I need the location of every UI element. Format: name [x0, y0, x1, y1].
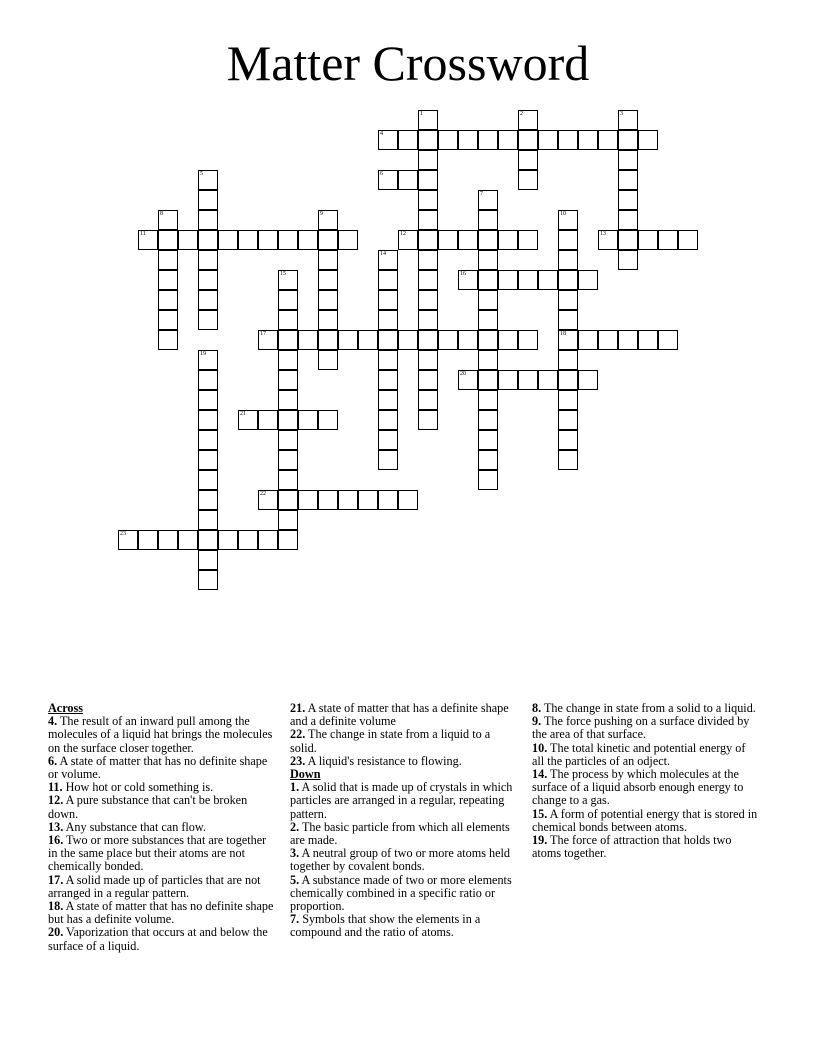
crossword-cell[interactable] — [358, 330, 378, 350]
clue-number: 1. — [290, 780, 300, 795]
crossword-cell[interactable] — [378, 490, 398, 510]
crossword-cell[interactable] — [398, 170, 418, 190]
clue-column-2 — [290, 702, 518, 940]
crossword-cell[interactable] — [418, 350, 438, 370]
clue-number: 17. — [48, 872, 64, 887]
crossword-cell[interactable] — [618, 190, 638, 210]
clue-number: 5. — [290, 872, 300, 887]
crossword-cell[interactable] — [418, 210, 438, 230]
crossword-cell[interactable] — [138, 530, 158, 550]
crossword-cell[interactable] — [618, 170, 638, 190]
clue-number: 11. — [48, 780, 63, 795]
crossword-cell[interactable] — [298, 410, 318, 430]
crossword-cell[interactable] — [118, 530, 138, 550]
crossword-cell[interactable] — [198, 250, 218, 270]
clue-text: A solid made up of particles that are not arranged in a regular pattern. — [48, 872, 261, 900]
crossword-cell[interactable] — [378, 250, 398, 270]
crossword-cell[interactable] — [558, 450, 578, 470]
crossword-cell[interactable] — [238, 410, 258, 430]
clue-item — [532, 715, 760, 741]
crossword-cell[interactable] — [378, 350, 398, 370]
crossword-cell[interactable] — [498, 330, 518, 350]
clue-item — [532, 742, 760, 768]
cell-number: 2 — [520, 111, 523, 117]
crossword-cell[interactable] — [278, 230, 298, 250]
crossword-cell[interactable] — [158, 290, 178, 310]
cell-number: 13 — [600, 231, 606, 237]
crossword-cell[interactable] — [558, 390, 578, 410]
cell-number: 8 — [160, 211, 163, 217]
crossword-cell[interactable] — [558, 230, 578, 250]
crossword-cell[interactable] — [378, 310, 398, 330]
crossword-cell[interactable] — [398, 130, 418, 150]
crossword-cell[interactable] — [198, 370, 218, 390]
crossword-cell[interactable] — [618, 330, 638, 350]
crossword-cell[interactable] — [378, 410, 398, 430]
crossword-cell[interactable] — [518, 150, 538, 170]
crossword-cell[interactable] — [438, 130, 458, 150]
crossword-cell[interactable] — [658, 230, 678, 250]
cell-number: 22 — [260, 491, 266, 497]
crossword-cell[interactable] — [178, 530, 198, 550]
clue-column-1 — [48, 702, 276, 953]
clue-text: The change in state from a liquid to a solid. — [290, 727, 491, 755]
clue-item — [48, 794, 276, 820]
crossword-cell[interactable] — [158, 310, 178, 330]
crossword-cell[interactable] — [158, 250, 178, 270]
crossword-cell[interactable] — [478, 250, 498, 270]
crossword-cell[interactable] — [278, 370, 298, 390]
clue-text: How hot or cold something is. — [62, 780, 214, 795]
clue-item — [290, 821, 518, 847]
crossword-cell[interactable] — [458, 230, 478, 250]
crossword-cell[interactable] — [618, 130, 638, 150]
crossword-cell[interactable] — [478, 430, 498, 450]
clue-number: 18. — [48, 899, 64, 914]
crossword-cell[interactable] — [198, 410, 218, 430]
crossword-cell[interactable] — [278, 490, 298, 510]
clue-text: Symbols that show the elements in a compound and the ratio of atoms. — [290, 912, 481, 940]
crossword-cell[interactable] — [158, 270, 178, 290]
cell-number: 21 — [240, 411, 246, 417]
crossword-cell[interactable] — [378, 270, 398, 290]
clue-item — [532, 834, 760, 860]
clue-text: A pure substance that can't be broken down. — [48, 793, 248, 821]
crossword-cell[interactable] — [658, 330, 678, 350]
clue-item — [532, 808, 760, 834]
crossword-cell[interactable] — [278, 410, 298, 430]
crossword-cell[interactable] — [378, 290, 398, 310]
crossword-cell[interactable] — [578, 370, 598, 390]
crossword-cell[interactable] — [478, 350, 498, 370]
crossword-cell[interactable] — [498, 130, 518, 150]
clue-text: Any substance that can flow. — [63, 819, 206, 834]
crossword-cell[interactable] — [198, 350, 218, 370]
crossword-cell[interactable] — [398, 490, 418, 510]
crossword-cell[interactable] — [418, 150, 438, 170]
crossword-cell[interactable] — [598, 330, 618, 350]
crossword-cell[interactable] — [438, 330, 458, 350]
crossword-cell[interactable] — [498, 370, 518, 390]
crossword-cell[interactable] — [478, 390, 498, 410]
crossword-cell[interactable] — [198, 270, 218, 290]
clue-number: 22. — [290, 727, 306, 742]
cell-number: 10 — [560, 211, 566, 217]
crossword-cell[interactable] — [278, 270, 298, 290]
cell-number: 17 — [260, 331, 266, 337]
crossword-cell[interactable] — [618, 230, 638, 250]
crossword-cell[interactable] — [478, 330, 498, 350]
crossword-cell[interactable] — [418, 270, 438, 290]
crossword-cell[interactable] — [638, 130, 658, 150]
clue-text: A state of matter that has a definite shape and a definite volume — [290, 701, 509, 729]
cell-number: 12 — [400, 231, 406, 237]
crossword-cell[interactable] — [518, 330, 538, 350]
crossword-cell[interactable] — [298, 330, 318, 350]
crossword-cell[interactable] — [418, 290, 438, 310]
crossword-cell[interactable] — [198, 430, 218, 450]
cell-number: 4 — [380, 131, 383, 137]
crossword-cell[interactable] — [318, 210, 338, 230]
crossword-cell[interactable] — [478, 370, 498, 390]
clue-text: The total kinetic and potential energy of all the particles of an odject. — [532, 740, 746, 768]
cell-number: 9 — [320, 211, 323, 217]
cell-number: 16 — [460, 271, 466, 277]
crossword-cell[interactable] — [518, 130, 538, 150]
clue-text: A state of matter that has no definite shape but has a definite volume. — [48, 899, 274, 927]
clue-number: 7. — [290, 912, 300, 927]
clue-number: 14. — [532, 767, 548, 782]
crossword-cell[interactable] — [318, 290, 338, 310]
clue-number: 4. — [48, 714, 58, 729]
crossword-cell[interactable] — [418, 390, 438, 410]
crossword-cell[interactable] — [558, 370, 578, 390]
crossword-cell[interactable] — [158, 230, 178, 250]
crossword-cell[interactable] — [458, 130, 478, 150]
crossword-cell[interactable] — [438, 230, 458, 250]
crossword-cell[interactable] — [318, 230, 338, 250]
section-heading: Across — [48, 701, 83, 715]
crossword-cell[interactable] — [478, 190, 498, 210]
crossword-cell[interactable] — [278, 390, 298, 410]
crossword-cell[interactable] — [418, 190, 438, 210]
crossword-cell[interactable] — [518, 370, 538, 390]
crossword-cell[interactable] — [518, 270, 538, 290]
clue-number: 19. — [532, 833, 548, 848]
cell-number: 18 — [560, 331, 566, 337]
crossword-cell[interactable] — [578, 130, 598, 150]
cell-number: 11 — [140, 231, 146, 237]
clue-number: 21. — [290, 701, 306, 715]
crossword-cell[interactable] — [638, 230, 658, 250]
clue-number: 15. — [532, 806, 548, 821]
crossword-cell[interactable] — [198, 190, 218, 210]
crossword-cell[interactable] — [418, 330, 438, 350]
crossword-cell[interactable] — [398, 230, 418, 250]
crossword-cell[interactable] — [558, 290, 578, 310]
clue-item — [48, 834, 276, 874]
clue-number: 9. — [532, 714, 542, 729]
cell-number: 3 — [620, 111, 623, 117]
crossword-cell[interactable] — [678, 230, 698, 250]
crossword-cell[interactable] — [478, 470, 498, 490]
crossword-cell[interactable] — [278, 510, 298, 530]
crossword-cell[interactable] — [338, 490, 358, 510]
clue-item — [48, 715, 276, 755]
clue-number: 12. — [48, 793, 64, 808]
clue-number: 6. — [48, 753, 58, 768]
clue-item — [290, 874, 518, 914]
clue-number: 20. — [48, 925, 64, 940]
page-title: Matter Crossword — [226, 35, 590, 91]
crossword-cell[interactable] — [418, 310, 438, 330]
crossword-cell[interactable] — [458, 330, 478, 350]
crossword-cell[interactable] — [478, 410, 498, 430]
crossword-cell[interactable] — [418, 250, 438, 270]
crossword-cell[interactable] — [478, 290, 498, 310]
crossword-cell[interactable] — [238, 530, 258, 550]
clue-text: The process by which molecules at the surface of a liquid absorb enough energy to change to a gas. — [532, 767, 744, 808]
crossword-cell[interactable] — [178, 230, 198, 250]
crossword-cell[interactable] — [418, 170, 438, 190]
crossword-cell[interactable] — [338, 330, 358, 350]
cell-number: 7 — [480, 191, 483, 197]
crossword-cell[interactable] — [238, 230, 258, 250]
crossword-cell[interactable] — [598, 230, 618, 250]
section-heading: Down — [290, 767, 321, 782]
clue-number: 3. — [290, 846, 300, 861]
crossword-cell[interactable] — [398, 330, 418, 350]
clue-text: The result of an inward pull among the molecules of a liquid hat brings the molecules on the surface closer together. — [48, 714, 273, 755]
crossword-cell[interactable] — [278, 350, 298, 370]
clue-text: A form of potential energy that is stored in chemical bonds between atoms. — [532, 806, 758, 834]
crossword-cell[interactable] — [278, 310, 298, 330]
crossword-cell[interactable] — [318, 410, 338, 430]
clue-number: 23. — [290, 753, 306, 768]
crossword-cell[interactable] — [618, 110, 638, 130]
clue-text: The force pushing on a surface divided by the area of that surface. — [532, 714, 750, 742]
cell-number: 14 — [380, 251, 386, 257]
crossword-cell[interactable] — [518, 170, 538, 190]
crossword-cell[interactable] — [198, 210, 218, 230]
crossword-cell[interactable] — [418, 410, 438, 430]
crossword-cell[interactable] — [418, 130, 438, 150]
crossword-cell[interactable] — [378, 370, 398, 390]
crossword-cell[interactable] — [418, 370, 438, 390]
crossword-cell[interactable] — [198, 550, 218, 570]
crossword-cell[interactable] — [278, 470, 298, 490]
crossword-cell[interactable] — [378, 330, 398, 350]
clue-text: A state of matter that has no definite shape or volume. — [48, 753, 268, 782]
crossword-cell[interactable] — [258, 490, 278, 510]
crossword-cell[interactable] — [458, 270, 478, 290]
crossword-cell[interactable] — [618, 210, 638, 230]
clue-number: 2. — [290, 819, 300, 834]
crossword-cell[interactable] — [198, 470, 218, 490]
cell-number: 20 — [460, 371, 466, 377]
cell-number: 5 — [200, 171, 203, 177]
clue-item — [290, 702, 518, 728]
crossword-cell[interactable] — [218, 530, 238, 550]
crossword-cell[interactable] — [338, 230, 358, 250]
crossword-cell[interactable] — [158, 210, 178, 230]
crossword-cell[interactable] — [198, 170, 218, 190]
clue-text: A substance made of two or more elements chemically combined in a specific ratio or proportion. — [290, 872, 512, 914]
crossword-cell[interactable] — [198, 450, 218, 470]
clue-text: A solid that is made up of crystals in which particles are arranged in a regular, repeating pattern. — [290, 780, 513, 821]
crossword-cell[interactable] — [258, 410, 278, 430]
clue-text: The basic particle from which all elements are made. — [290, 819, 510, 848]
crossword-cell[interactable] — [358, 490, 378, 510]
crossword-cell[interactable] — [218, 230, 238, 250]
clue-item — [48, 755, 276, 781]
crossword-cell[interactable] — [318, 350, 338, 370]
clue-item — [290, 847, 518, 873]
crossword-cell[interactable] — [198, 510, 218, 530]
crossword-cell[interactable] — [458, 370, 478, 390]
clue-item — [290, 781, 518, 821]
crossword-cell[interactable] — [258, 330, 278, 350]
crossword-cell[interactable] — [558, 210, 578, 230]
crossword-cell[interactable] — [198, 530, 218, 550]
crossword-cell[interactable] — [318, 330, 338, 350]
clue-item — [48, 900, 276, 926]
cell-number: 15 — [280, 271, 286, 277]
crossword-cell[interactable] — [418, 230, 438, 250]
crossword-cell[interactable] — [638, 330, 658, 350]
crossword-cell[interactable] — [598, 130, 618, 150]
crossword-cell[interactable] — [198, 290, 218, 310]
crossword-cell[interactable] — [478, 270, 498, 290]
crossword-cell[interactable] — [558, 250, 578, 270]
crossword-cell[interactable] — [138, 230, 158, 250]
clue-text: A neutral group of two or more atoms held together by covalent bonds. — [290, 846, 511, 874]
crossword-cell[interactable] — [378, 430, 398, 450]
clue-item — [290, 913, 518, 939]
crossword-cell[interactable] — [158, 530, 178, 550]
crossword-cell[interactable] — [478, 450, 498, 470]
crossword-cell[interactable] — [538, 270, 558, 290]
crossword-cell[interactable] — [478, 210, 498, 230]
crossword-cell[interactable] — [318, 270, 338, 290]
clue-number: 8. — [532, 701, 542, 715]
clue-number: 16. — [48, 833, 64, 848]
crossword-cell[interactable] — [378, 450, 398, 470]
crossword-cell[interactable] — [518, 110, 538, 130]
clue-item — [532, 768, 760, 808]
crossword-cell[interactable] — [618, 250, 638, 270]
crossword-cell[interactable] — [278, 290, 298, 310]
crossword-cell[interactable] — [558, 270, 578, 290]
crossword-cell[interactable] — [558, 130, 578, 150]
cell-number: 23 — [120, 531, 126, 537]
clue-column-3 — [532, 702, 760, 860]
crossword-cell[interactable] — [198, 490, 218, 510]
crossword-cell[interactable] — [198, 390, 218, 410]
crossword-cell[interactable] — [198, 230, 218, 250]
clue-text: Two or more substances that are together in the same place but their atoms are not chemically bonded. — [48, 833, 267, 874]
crossword-cell[interactable] — [578, 270, 598, 290]
crossword-cell[interactable] — [278, 530, 298, 550]
cell-number: 6 — [380, 171, 383, 177]
crossword-cell[interactable] — [498, 270, 518, 290]
clue-text: The force of attraction that holds two atoms together. — [532, 833, 732, 861]
crossword-cell[interactable] — [538, 130, 558, 150]
clue-text: Vaporization that occurs at and below the surface of a liquid. — [48, 925, 268, 953]
crossword-cell[interactable] — [558, 330, 578, 350]
cell-number: 19 — [200, 351, 206, 357]
crossword-cell[interactable] — [258, 530, 278, 550]
crossword-cell[interactable] — [478, 310, 498, 330]
crossword-cell[interactable] — [318, 250, 338, 270]
crossword-cell[interactable] — [558, 430, 578, 450]
crossword-cell[interactable] — [478, 230, 498, 250]
crossword-cell[interactable] — [578, 330, 598, 350]
cell-number: 1 — [420, 111, 423, 117]
crossword-cell[interactable] — [278, 450, 298, 470]
crossword-cell[interactable] — [478, 130, 498, 150]
crossword-cell[interactable] — [278, 430, 298, 450]
crossword-cell[interactable] — [198, 570, 218, 590]
crossword-cell[interactable] — [258, 230, 278, 250]
clue-item — [290, 728, 518, 754]
clue-item — [48, 874, 276, 900]
clue-number: 13. — [48, 819, 64, 834]
crossword-cell[interactable] — [558, 310, 578, 330]
crossword-cell[interactable] — [618, 150, 638, 170]
crossword-cell[interactable] — [278, 330, 298, 350]
crossword-cell[interactable] — [378, 390, 398, 410]
crossword-cell[interactable] — [298, 230, 318, 250]
crossword-cell[interactable] — [498, 230, 518, 250]
clue-text: The change in state from a solid to a liquid. — [541, 701, 756, 715]
crossword-cell[interactable] — [418, 110, 438, 130]
clue-text: A liquid's resistance to flowing. — [305, 753, 462, 768]
crossword-cell[interactable] — [558, 350, 578, 370]
crossword-cell[interactable] — [318, 310, 338, 330]
crossword-cell[interactable] — [298, 490, 318, 510]
crossword-cell[interactable] — [378, 170, 398, 190]
clue-item — [290, 755, 518, 768]
crossword-cell[interactable] — [318, 490, 338, 510]
crossword-cell[interactable] — [378, 130, 398, 150]
crossword-cell[interactable] — [518, 230, 538, 250]
crossword-cell[interactable] — [538, 370, 558, 390]
crossword-cell[interactable] — [558, 410, 578, 430]
clue-item — [48, 926, 276, 952]
crossword-cell[interactable] — [198, 310, 218, 330]
crossword-cell[interactable] — [158, 330, 178, 350]
clue-number: 10. — [532, 740, 548, 755]
